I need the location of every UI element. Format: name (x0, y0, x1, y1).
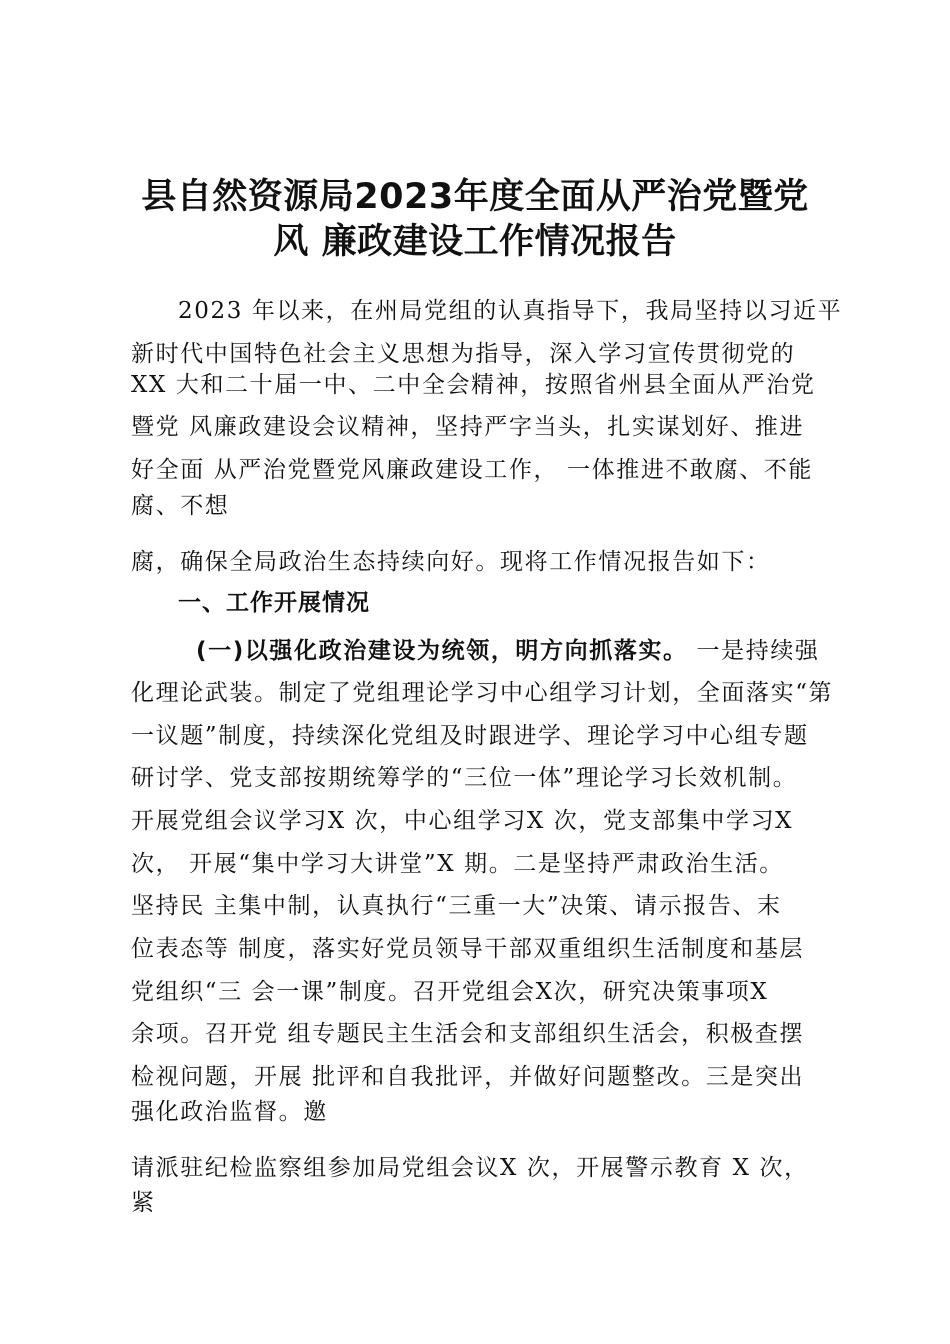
document-title-line-1: 县自然资源局2023年度全面从严治党暨党 (141, 177, 809, 217)
document-title-line-2: 风 廉政建设工作情况报告 (273, 222, 677, 262)
intro-line-2: 新时代中国特色社会主义思想为指导，深入学习宣传贯彻党的 (131, 341, 796, 367)
subsection-1-first-line (196, 636, 820, 666)
body-line-4: 开展党组会议学习X 次，中心组学习X 次，党支部集中学习X (131, 808, 794, 834)
intro-line-7: 腐，确保全局政治生态持续向好。现将工作情况报告如下： (131, 549, 771, 575)
intro-line-5: 好全面 从严治党暨党风廉政建设工作， 一体推进不敢腐、不能 (131, 457, 814, 483)
body-line-9: 余项。召开党 组专题民主生活会和支部组织生活会，积极查摆 (131, 1021, 805, 1047)
intro-line-1: 2023 年以来，在州局党组的认真指导下，我局坚持以习近平 (178, 298, 843, 324)
intro-line-4: 暨党 风廉政建设会议精神，坚持严字当头，扎实谋划好、推进 (131, 414, 805, 440)
body-line-7: 位表态等 制度，落实好党员领导干部双重组织生活制度和基层 (131, 936, 805, 962)
section-1-heading: 一、工作开展情况 (178, 590, 370, 616)
body-line-6: 坚持民 主集中制，认真执行“三重一大”决策、请示报告、末 (131, 893, 782, 919)
subsection-1-first-line-rest: 一是持续强 (687, 638, 820, 664)
body-line-13: 紧 (131, 1190, 156, 1216)
body-line-12: 请派驻纪检监察组参加局党组会议X 次，开展警示教育 X 次， (131, 1155, 809, 1181)
body-line-10: 检视问题，开展 批评和自我批评，并做好问题整改。三是突出 (131, 1064, 805, 1090)
body-line-8: 党组织“三 会一课”制度。召开党组会X次，研究决策事项X (131, 979, 769, 1005)
body-line-11: 强化政治监督。邀 (131, 1099, 328, 1125)
body-line-5: 次， 开展“集中学习大讲堂”X 期。二是坚持严肃政治生活。 (131, 851, 784, 877)
body-line-3: 研讨学、党支部按期统筹学的“三位一体”理论学习长效机制。 (131, 765, 798, 791)
body-line-1: 化理论武装。制定了党组理论学习中心组学习计划，全面落实“第 (131, 680, 834, 706)
intro-line-3: XX 大和二十届一中、二中全会精神，按照省州县全面从严治党 (131, 372, 816, 398)
intro-line-6: 腐、不想 (131, 493, 230, 519)
subsection-1-title: (一)以强化政治建设为统领，明方向抓落实。 (196, 638, 688, 664)
body-line-2: 一议题”制度，持续深化党组及时跟进学、理论学习中心组专题 (131, 723, 809, 749)
